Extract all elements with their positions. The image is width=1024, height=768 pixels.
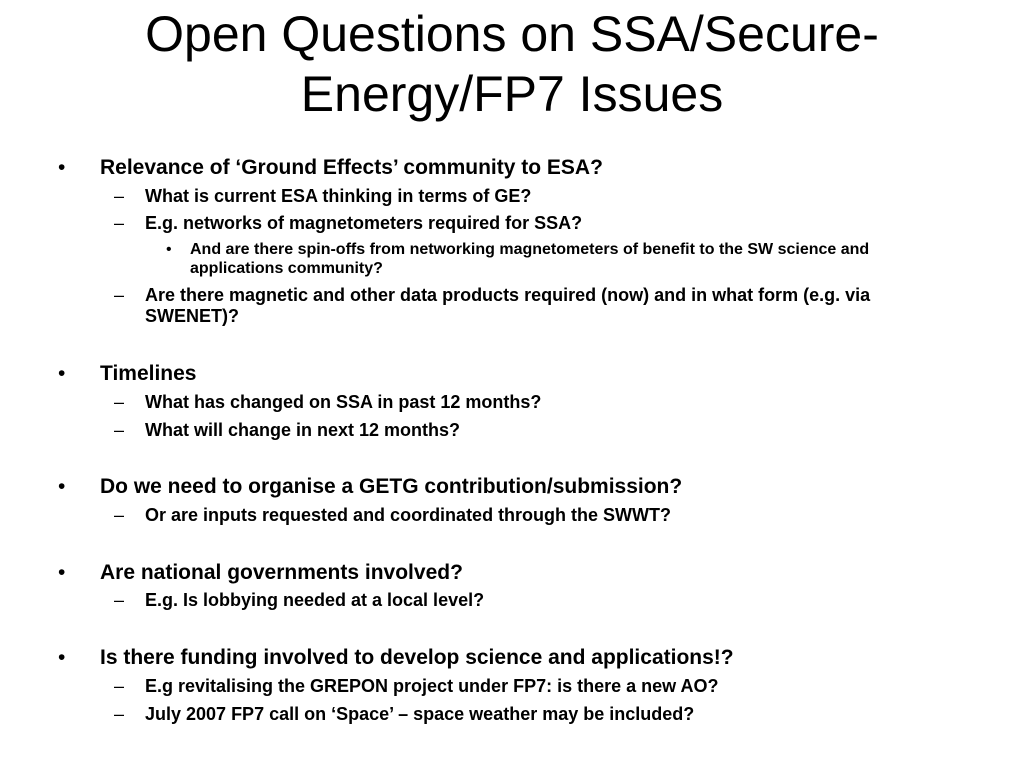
bullet-item: Are national governments involved? [100, 561, 463, 584]
bullet-icon: • [166, 241, 172, 258]
sub-bullet-item: July 2007 FP7 call on ‘Space’ – space weather may be included? [145, 704, 695, 724]
bullet-icon: • [58, 156, 66, 179]
sub-bullet-item: Or are inputs requested and coordinated through the SWWT? [145, 505, 672, 525]
dash-icon: – [114, 285, 125, 305]
sub-sub-bullet-item: And are there spin-offs from networking magnetometers of benefit to the SW science and applications community? [190, 241, 870, 277]
dash-icon: – [114, 213, 125, 233]
slide-title: Open Questions on SSA/Secure-Energy/FP7 Issues [145, 6, 879, 122]
bullet-icon: • [58, 561, 66, 584]
dash-icon: – [114, 505, 125, 525]
bullet-icon: • [58, 646, 66, 669]
dash-icon: – [114, 676, 125, 696]
bullet-item: Do we need to organise a GETG contribution/submission? [100, 475, 683, 498]
bullet-item: Is there funding involved to develop science and applications!? [100, 646, 734, 669]
sub-bullet-item: What has changed on SSA in past 12 months? [145, 392, 542, 412]
dash-icon: – [114, 704, 125, 724]
sub-bullet-item: E.g revitalising the GREPON project under FP7: is there a new AO? [145, 676, 719, 696]
bullet-item: Timelines [100, 362, 197, 385]
bullet-item: Relevance of ‘Ground Effects’ community to ESA? [100, 156, 603, 179]
sub-bullet-item: E.g. networks of magnetometers required for SSA? [145, 213, 583, 233]
dash-icon: – [114, 392, 125, 412]
bullet-icon: • [58, 362, 66, 385]
dash-icon: – [114, 420, 125, 440]
dash-icon: – [114, 186, 125, 206]
sub-bullet-item: E.g. Is lobbying needed at a local level? [145, 590, 485, 610]
sub-bullet-item: Are there magnetic and other data products required (now) and in what form (e.g. via SWENET)? [145, 285, 871, 326]
dash-icon: – [114, 590, 125, 610]
sub-bullet-item: What is current ESA thinking in terms of GE? [145, 186, 532, 206]
bullet-icon: • [58, 475, 66, 498]
sub-bullet-item: What will change in next 12 months? [145, 420, 461, 440]
